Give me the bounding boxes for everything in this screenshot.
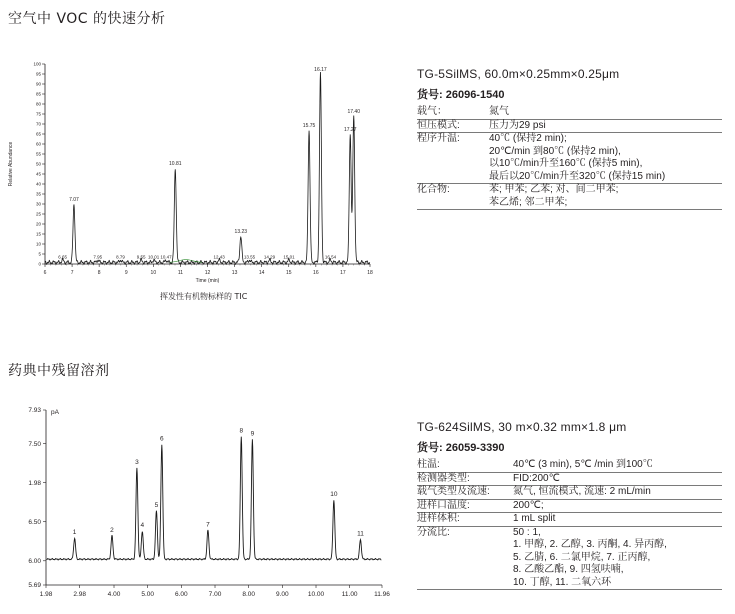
- method-value-line: 最后以20℃/min升至320℃ (保持15 min): [489, 170, 666, 182]
- method-table: [417, 459, 722, 590]
- peak-label: 13.23: [234, 229, 248, 235]
- method-value: [489, 120, 722, 133]
- method-value-line: 苯乙烯; 邻二甲苯;: [489, 196, 568, 208]
- y-tick-label: 30: [35, 201, 41, 207]
- chart1-caption: 挥发性有机物标样的 TIC: [160, 292, 248, 301]
- section1-title: 空气中 VOC 的快速分析: [8, 11, 166, 27]
- peak-label: 3: [135, 458, 139, 466]
- x-tick-label: 18: [367, 270, 373, 276]
- y-tick-label: 100: [33, 61, 41, 67]
- y-tick-label: 7.93: [28, 407, 41, 415]
- method-row: [417, 133, 722, 184]
- y-tick-label: 6.00: [28, 557, 41, 565]
- minor-peak-label: 12.43: [213, 254, 225, 260]
- y-axis-label: Relative Abundance: [8, 141, 14, 187]
- y-tick-label: 25: [35, 211, 41, 217]
- peak-label: 6: [160, 435, 164, 443]
- part-number: 货号: 26059-3390: [417, 442, 505, 454]
- x-tick-label: 6: [43, 270, 47, 276]
- method-value: [489, 133, 722, 183]
- y-tick-label: 50: [35, 161, 41, 167]
- method-value-line: 8. 乙酸乙酯, 9. 四氢呋喃,: [513, 564, 624, 575]
- y-tick-label: 0: [38, 261, 41, 267]
- x-tick-label: 8.00: [242, 591, 256, 598]
- peak-label: 10: [330, 490, 338, 498]
- y-tick-label: 60: [35, 141, 41, 147]
- method-key: 化合物:: [417, 184, 450, 195]
- y-tick-label: 20: [35, 221, 41, 227]
- method-key: 程序升温:: [417, 133, 460, 144]
- x-tick-label: 9.00: [276, 591, 289, 598]
- section2-title: 药典中残留溶剂: [8, 363, 110, 379]
- y-tick-label: 6.50: [28, 518, 41, 526]
- part-number: 货号: 26096-1540: [417, 89, 505, 101]
- y-tick-label: 45: [35, 171, 41, 177]
- method-solvents: [417, 420, 722, 590]
- minor-peak-label: 6.65: [58, 254, 67, 260]
- x-tick-label: 17: [340, 270, 346, 276]
- method-key: 进样口温度:: [417, 499, 470, 511]
- x-tick-label: 7: [70, 270, 74, 276]
- method-row: [417, 513, 722, 527]
- y-tick-label: 70: [35, 121, 41, 127]
- method-key: 检测器类型:: [417, 472, 470, 484]
- fid-trace: [47, 437, 382, 560]
- y-tick-label: 15: [35, 231, 41, 237]
- x-tick-label: 5.00: [141, 591, 155, 598]
- minor-peak-label: 7.95: [93, 254, 103, 260]
- y-tick-label: 65: [35, 131, 41, 137]
- y-tick-label: 90: [35, 81, 41, 87]
- minor-peak-label: 15.01: [283, 254, 295, 260]
- x-tick-label: 16: [313, 270, 319, 276]
- x-tick-label: 11.00: [341, 591, 358, 598]
- minor-peak-label: 16.54: [324, 254, 337, 260]
- column-spec: TG-5SilMS, 60.0m×0.25mm×0.25μm: [417, 67, 620, 81]
- method-key: 载气：: [417, 106, 447, 117]
- method-value: [513, 500, 722, 513]
- x-tick-label: 15: [285, 270, 292, 276]
- x-tick-label: 12: [204, 270, 211, 276]
- y-tick-label: 40: [35, 181, 41, 187]
- peak-label: 7.07: [69, 197, 79, 203]
- method-value: [513, 486, 722, 499]
- x-tick-label: 2.98: [73, 591, 86, 598]
- method-value: [489, 184, 722, 209]
- minor-peak-label: 14.29: [263, 254, 276, 260]
- method-value: [513, 459, 722, 472]
- method-row: [417, 500, 722, 514]
- method-value-line: FID:200℃: [513, 472, 560, 484]
- y-tick-label: 10: [35, 241, 41, 247]
- method-row: [417, 486, 722, 500]
- x-tick-label: 10: [150, 270, 157, 276]
- method-value-line: 氮气: [489, 106, 509, 117]
- method-value: [513, 527, 722, 590]
- peak-label: 10.81: [169, 161, 182, 167]
- method-value-line: 50 : 1,: [513, 526, 541, 538]
- method-value-line: 压力为29 psi: [489, 119, 546, 131]
- method-row: [417, 120, 722, 134]
- y-tick-label: 35: [35, 191, 41, 197]
- method-voc: [417, 67, 722, 210]
- method-value-line: 40℃ (保持2 min);: [489, 133, 567, 144]
- method-key: 载气类型及流速:: [417, 486, 490, 497]
- x-tick-label: 7.00: [208, 591, 222, 598]
- chart-voc-tic: [0, 52, 380, 292]
- minor-peak-label: 9.55: [136, 254, 146, 260]
- method-value-line: 1 mL split: [513, 513, 556, 524]
- y-tick-label: 7.50: [28, 440, 41, 448]
- x-tick-label: 13: [231, 270, 238, 276]
- x-tick-label: 9: [124, 270, 128, 276]
- method-row: [417, 527, 722, 591]
- y-tick-label: 75: [35, 111, 41, 117]
- minor-peak-label: 8.79: [116, 254, 125, 260]
- x-tick-label: 8: [97, 270, 101, 276]
- method-value-line: 40℃ (3 min), 5℃ /min 到100℃: [513, 459, 653, 470]
- method-table: [417, 106, 722, 210]
- peak-label: 1: [72, 529, 77, 537]
- method-value-line: 10. 丁醇, 11. 二氧六环: [513, 576, 612, 588]
- x-tick-label: 11: [177, 270, 184, 276]
- method-value: [513, 473, 722, 486]
- method-key: 恒压模式:: [417, 119, 460, 131]
- minor-peak-label: 10.01: [147, 254, 160, 260]
- method-row: [417, 459, 722, 473]
- x-tick-label: 11.96: [374, 591, 390, 598]
- peak-label: 17.40: [347, 109, 361, 115]
- method-row: [417, 106, 722, 120]
- minor-peak-label: 10.47: [160, 254, 172, 260]
- peak-label: 8: [239, 427, 244, 435]
- method-value-line: 1. 甲醇, 2. 乙醇, 3. 丙酮, 4. 异丙醇,: [513, 539, 667, 550]
- method-value-line: 苯; 甲苯; 乙苯; 对、间二甲苯;: [489, 184, 619, 195]
- y-tick-label: 5.69: [28, 582, 41, 590]
- x-tick-label: 6.00: [175, 591, 188, 598]
- method-key: 柱温:: [417, 459, 440, 470]
- method-value-line: 5. 乙腈, 6. 二氯甲烷, 7. 正丙醇,: [513, 551, 651, 563]
- y-tick-label: 1.98: [28, 479, 41, 487]
- peak-label: 7: [206, 521, 210, 529]
- method-value: [489, 106, 722, 119]
- peak-label: 17.27: [343, 127, 357, 133]
- peak-label: 15.75: [302, 123, 316, 129]
- y-tick-label: 5: [38, 251, 41, 257]
- peak-label: 9: [250, 430, 255, 438]
- method-value-line: 200℃;: [513, 499, 544, 511]
- y-tick-label: 85: [35, 91, 41, 97]
- method-key: 进样体积:: [417, 513, 460, 524]
- peak-label: 5: [154, 501, 159, 509]
- peak-label: 2: [110, 526, 114, 534]
- x-axis-label: Time (min): [195, 278, 220, 284]
- peak-label: 11: [357, 530, 364, 538]
- method-value: [513, 513, 722, 526]
- y-tick-label: 55: [35, 151, 41, 157]
- x-tick-label: 4.00: [107, 591, 121, 598]
- method-key: 分流比:: [417, 526, 450, 538]
- method-row: [417, 184, 722, 210]
- peak-label: 4: [140, 522, 145, 530]
- minor-peak-label: 13.55: [243, 254, 256, 260]
- peak-label: 16.17: [314, 67, 327, 73]
- tic-trace: [45, 72, 370, 264]
- x-tick-label: 1.98: [39, 591, 53, 598]
- chart-residual-solvents: [0, 400, 400, 610]
- y-tick-label: 95: [35, 71, 41, 77]
- y-axis-label: pA: [51, 409, 59, 416]
- column-spec: TG-624SilMS, 30 m×0.32 mm×1.8 μm: [417, 420, 627, 434]
- method-value-line: 氮气, 恒流模式, 流速: 2 mL/min: [513, 486, 651, 497]
- y-tick-label: 80: [35, 101, 41, 107]
- method-value-line: 20℃/min 到80℃ (保持2 min),: [489, 145, 621, 157]
- x-tick-label: 14: [258, 270, 265, 276]
- method-value-line: 以10℃/min升至160℃ (保持5 min),: [489, 158, 643, 169]
- x-tick-label: 10.00: [307, 591, 325, 598]
- method-row: [417, 473, 722, 487]
